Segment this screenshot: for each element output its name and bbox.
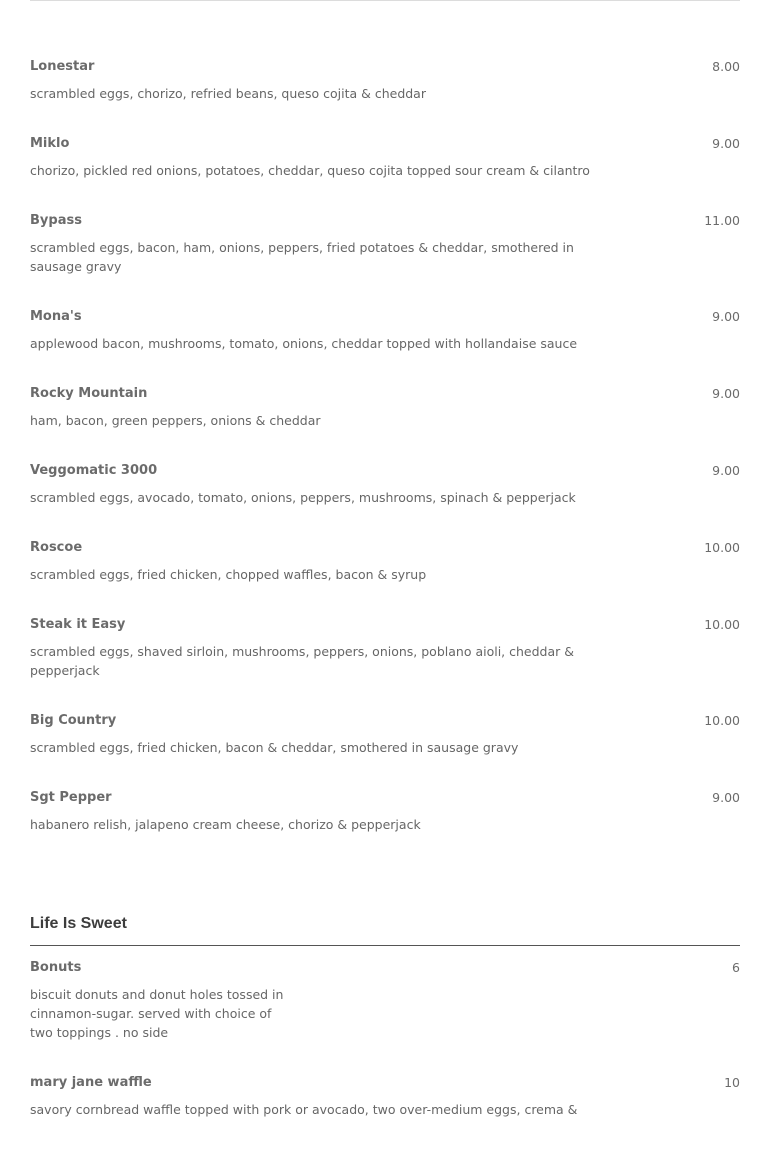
- item-price: 9.00: [712, 463, 740, 478]
- sweet-section: [30, 913, 740, 1151]
- menu-item: [30, 539, 740, 584]
- item-description: chorizo, pickled red onions, potatoes, cheddar, queso cojita topped sour cream & cilantro: [30, 163, 590, 178]
- menu-item-list: [30, 58, 740, 866]
- menu-item: [30, 712, 740, 757]
- menu-item: [30, 135, 740, 180]
- item-price: 10: [724, 1075, 740, 1090]
- item-name: Big Country: [30, 713, 117, 728]
- menu-item: [30, 308, 740, 353]
- item-description: scrambled eggs, avocado, tomato, onions, peppers, mushrooms, spinach & pepperjack: [30, 490, 576, 505]
- item-description: scrambled eggs, fried chicken, chopped waffles, bacon & syrup: [30, 567, 427, 582]
- item-name: Lonestar: [30, 59, 95, 74]
- item-price: 8.00: [712, 59, 740, 74]
- item-price: 9.00: [712, 386, 740, 401]
- menu-item: [30, 58, 740, 103]
- item-description: scrambled eggs, bacon, ham, onions, peppers, fried potatoes & cheddar, smothered in sausage gravy: [30, 240, 574, 274]
- item-name: mary jane waffle: [30, 1075, 152, 1090]
- item-description: scrambled eggs, shaved sirloin, mushrooms, peppers, onions, poblano aioli, cheddar & pepperjack: [30, 644, 574, 678]
- menu-item: [30, 1074, 740, 1119]
- menu-item: [30, 789, 740, 834]
- item-description: biscuit donuts and donut holes tossed in cinnamon-sugar. served with choice of two toppings . no side: [30, 987, 284, 1040]
- item-name: Steak it Easy: [30, 617, 126, 632]
- item-price: 9.00: [712, 309, 740, 324]
- item-name: Roscoe: [30, 540, 83, 555]
- item-name: Mona's: [30, 309, 82, 324]
- item-name: Rocky Mountain: [30, 386, 148, 401]
- item-name: Sgt Pepper: [30, 790, 112, 805]
- top-divider: [30, 0, 740, 1]
- item-name: Veggomatic 3000: [30, 463, 158, 478]
- menu-item: [30, 959, 740, 1042]
- item-name: Bonuts: [30, 960, 82, 975]
- item-description: savory cornbread waffle topped with pork or avocado, two over-medium eggs, crema &: [30, 1102, 578, 1117]
- item-price: 9.00: [712, 790, 740, 805]
- item-price: 10.00: [704, 540, 740, 555]
- item-price: 9.00: [712, 136, 740, 151]
- item-description: habanero relish, jalapeno cream cheese, chorizo & pepperjack: [30, 817, 421, 832]
- section-title: Life Is Sweet: [30, 913, 740, 946]
- item-description: ham, bacon, green peppers, onions & cheddar: [30, 413, 321, 428]
- menu-item: [30, 212, 740, 276]
- item-name: Bypass: [30, 213, 82, 228]
- menu-item: [30, 616, 740, 680]
- item-price: 10.00: [704, 713, 740, 728]
- menu-item: [30, 462, 740, 507]
- item-name: Miklo: [30, 136, 70, 151]
- item-description: applewood bacon, mushrooms, tomato, onions, cheddar topped with hollandaise sauce: [30, 336, 578, 351]
- item-description: scrambled eggs, chorizo, refried beans, queso cojita & cheddar: [30, 86, 426, 101]
- item-price: 6: [732, 960, 740, 975]
- menu-item: [30, 385, 740, 430]
- item-description: scrambled eggs, fried chicken, bacon & cheddar, smothered in sausage gravy: [30, 740, 519, 755]
- item-price: 11.00: [704, 213, 740, 228]
- item-price: 10.00: [704, 617, 740, 632]
